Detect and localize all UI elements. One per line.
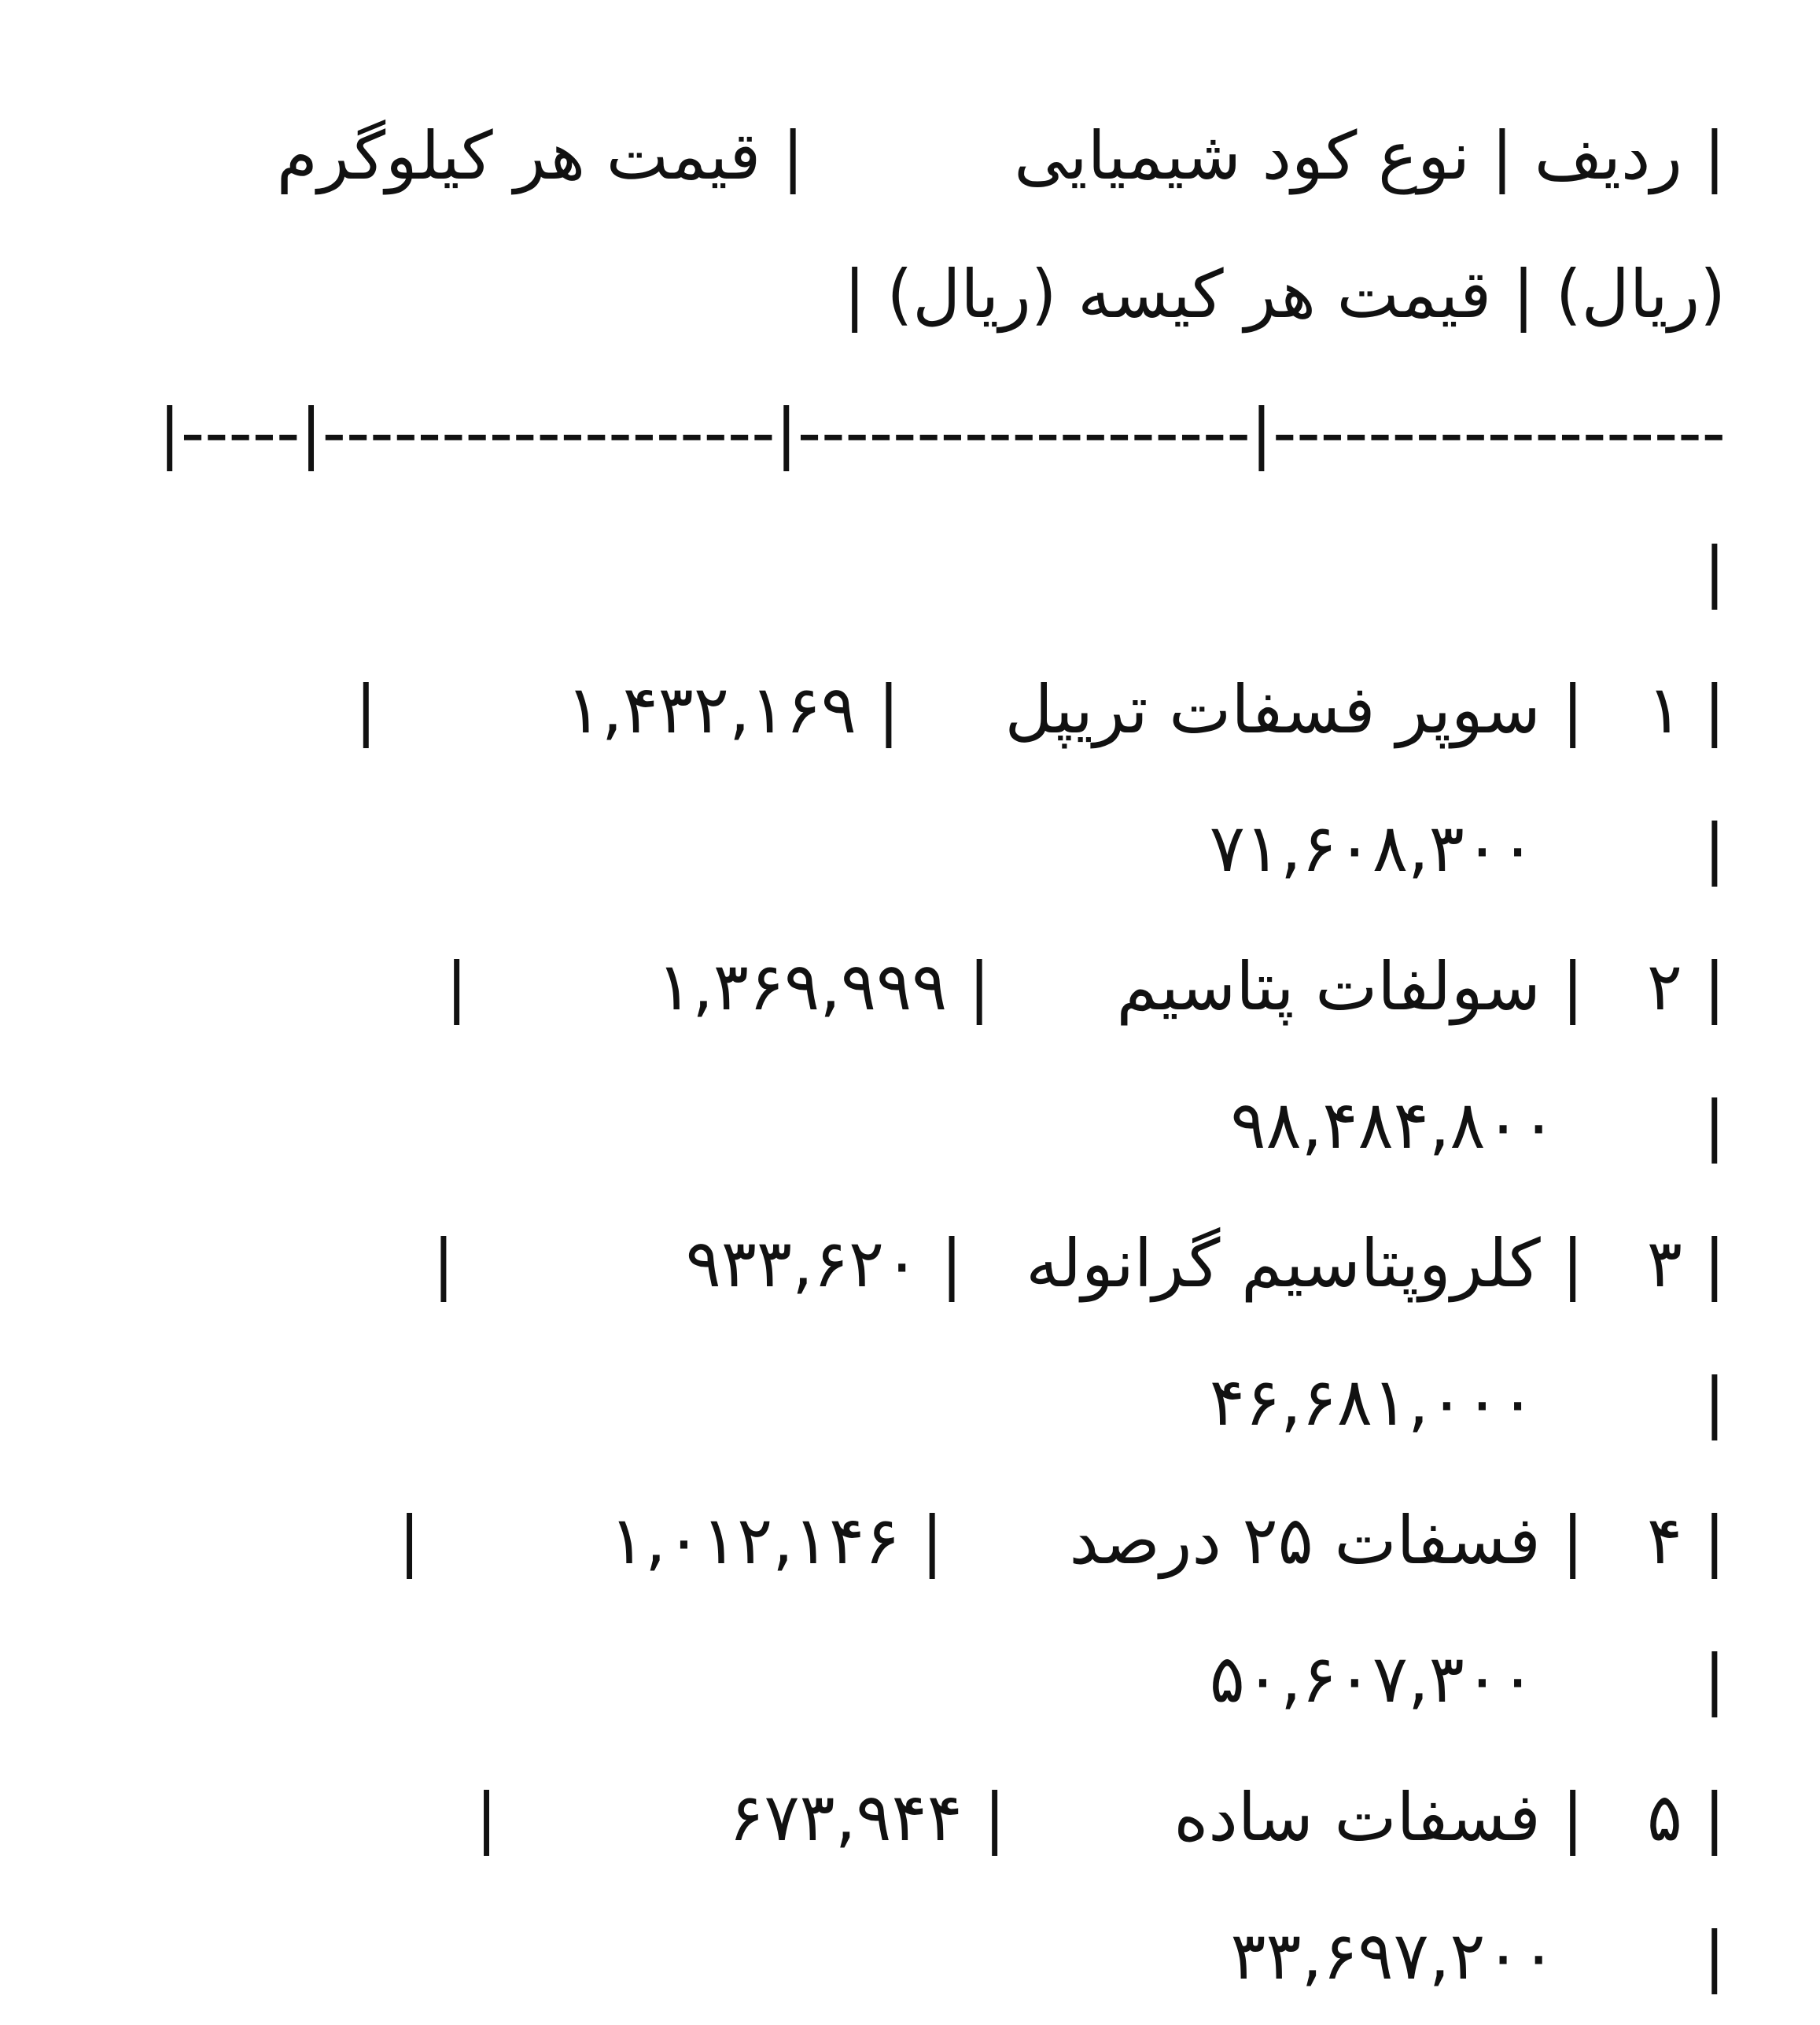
table-row-2: | ۲ | سولفات پتاسیم | ۱,۳۶۹,۹۹۹ | [445,948,1726,1025]
table-row-1-bag-price: ۷۱,۶۰۸,۳۰۰ | [1209,810,1726,887]
table-row-4-bag-price: ۵۰,۶۰۷,۳۰۰ | [1209,1640,1726,1717]
markdown-table-text [93,87,1726,1994]
table-row-5-bag-price: ۳۳,۶۹۷,۲۰۰ | [1230,1917,1726,1994]
table-header-line-1: | ردیف | نوع کود شیمیایی | قیمت هر کیلوگرم [276,117,1726,194]
table-row-1: | ۱ | سوپر فسفات تریپل | ۱,۴۳۲,۱۶۹ | [355,671,1726,748]
table-row-5: | ۵ | فسفات ساده | ۶۷۳,۹۴۴ | [475,1779,1726,1856]
table-row-3-bag-price: ۴۶,۶۸۱,۰۰۰ | [1209,1363,1726,1440]
table-row-4: | ۴ | فسفات ۲۵ درصد | ۱,۰۱۲,۱۴۶ | [398,1502,1726,1579]
table-row-2-bag-price: ۹۸,۴۸۴,۸۰۰ | [1230,1086,1726,1164]
table-separator-line: |-----|-------------------|-------------------|------------------- [158,394,1726,471]
table-row-3: | ۳ | کلروپتاسیم گرانوله | ۹۳۳,۶۲۰ | [432,1225,1726,1302]
table-separator-end: | [1703,533,1726,610]
table-header-line-2: (ریال) | قیمت هر کیسه (ریال) | [843,256,1726,333]
